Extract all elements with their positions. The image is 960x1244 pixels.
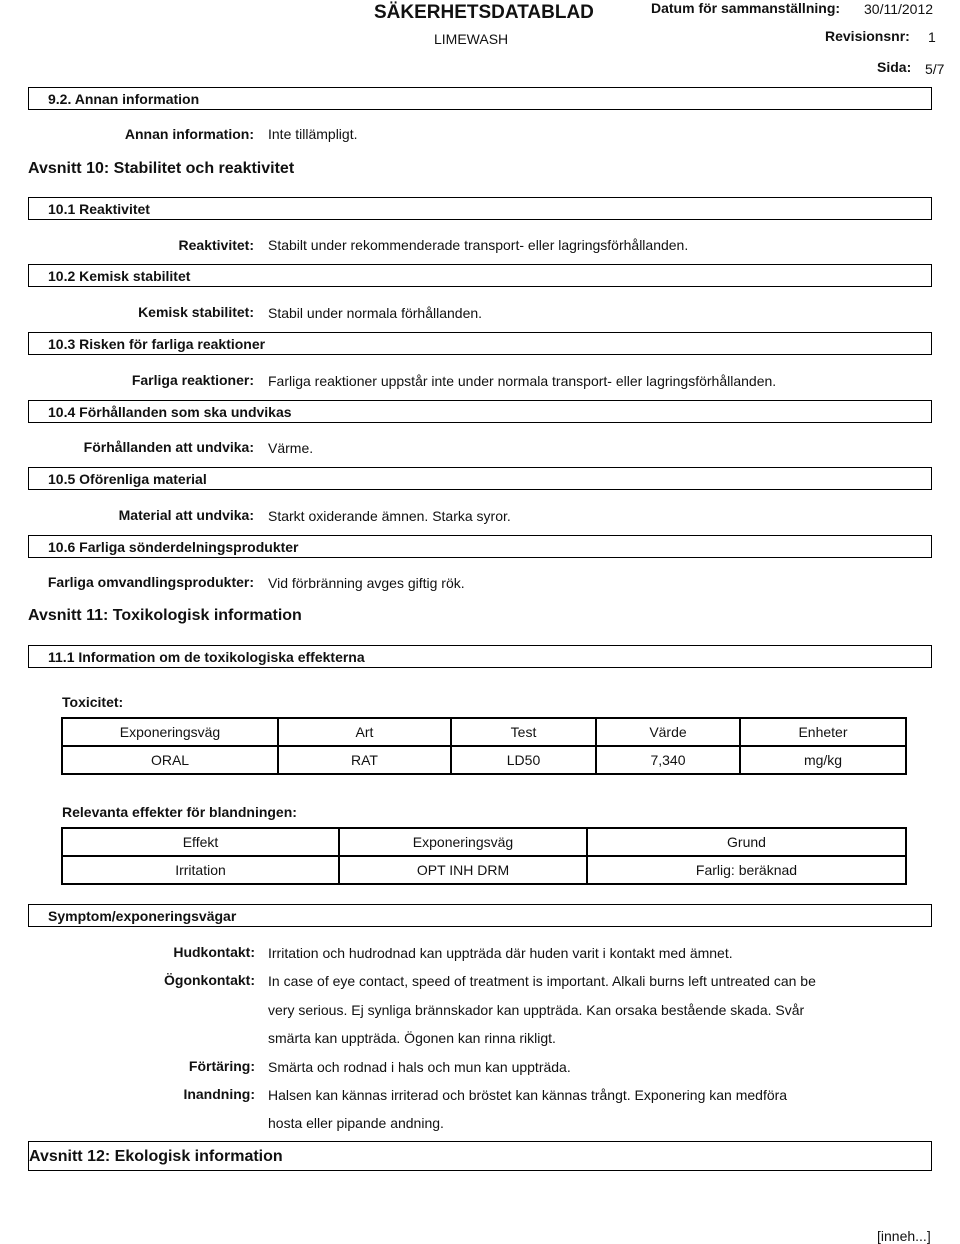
skin-contact-label: Hudkontakt: — [173, 944, 255, 960]
eye-contact-line-3: smärta kan uppträda. Ögonen kan rinna rikligt. — [268, 1030, 556, 1046]
header-cell: Exponeringsväg — [62, 718, 278, 746]
section-heading-10-3-text: 10.3 Risken för farliga reaktioner — [48, 336, 266, 352]
other-info-label: Annan information: — [124, 126, 254, 142]
date-value: 30/11/2012 — [864, 1, 934, 17]
section-11-title: Avsnitt 11: Toxikologisk information — [28, 607, 302, 624]
section-heading-10-5-text: 10.5 Oförenliga material — [48, 471, 207, 487]
table-row — [62, 746, 906, 774]
inhalation-line-1: Halsen kan kännas irriterad och bröstet kan kännas trångt. Exponering kan medföra — [268, 1087, 788, 1103]
inhalation-line-2: hosta eller pipande andning. — [268, 1115, 444, 1131]
materials-avoid-value: Starkt oxiderande ämnen. Starka syror. — [268, 508, 511, 524]
header-cell: Enheter — [740, 718, 906, 746]
skin-contact-value: Irritation och hudrodnad kan uppträda där huden varit i kontakt med ämnet. — [268, 945, 733, 961]
product-name: LIMEWASH — [434, 31, 509, 47]
header-cell: Exponeringsväg — [339, 828, 587, 856]
section-heading-10-4-text: 10.4 Förhållanden som ska undvikas — [48, 404, 292, 420]
table-row — [62, 856, 906, 884]
table-cell: 7,340 — [596, 746, 740, 774]
section-12-box — [28, 1141, 932, 1171]
toxicity-label: Toxicitet: — [62, 694, 124, 710]
header-cell: Värde — [596, 718, 740, 746]
table-row — [62, 828, 906, 856]
chemical-stability-label: Kemisk stabilitet: — [138, 304, 254, 320]
eye-contact-line-1: In case of eye contact, speed of treatment is important. Alkali burns left untreated can be — [268, 973, 816, 989]
table-cell: ORAL — [62, 746, 278, 774]
table-cell: OPT INH DRM — [339, 856, 587, 884]
section-heading-10-1 — [28, 197, 932, 220]
section-heading-10-2-text: 10.2 Kemisk stabilitet — [48, 268, 191, 284]
section-10-title: Avsnitt 10: Stabilitet och reaktivitet — [28, 160, 295, 177]
header-cell: Effekt — [62, 828, 339, 856]
effects-label: Relevanta effekter för blandningen: — [62, 804, 297, 820]
table-cell: RAT — [278, 746, 451, 774]
section-heading-10-6 — [28, 535, 932, 558]
header-cell: Art — [278, 718, 451, 746]
toxicity-table — [61, 717, 907, 775]
revision-label: Revisionsnr: — [825, 28, 910, 44]
section-heading-10-5 — [28, 467, 932, 490]
ingestion-value: Smärta och rodnad i hals och mun kan uppträda. — [268, 1059, 571, 1075]
section-heading-10-6-text: 10.6 Farliga sönderdelningsprodukter — [48, 539, 299, 555]
section-heading-11-1 — [28, 645, 932, 668]
page-label: Sida: — [877, 59, 912, 75]
section-heading-9-2 — [28, 87, 932, 110]
decomposition-label: Farliga omvandlingsprodukter: — [47, 574, 254, 590]
conditions-avoid-label: Förhållanden att undvika: — [83, 439, 254, 455]
conditions-avoid-value: Värme. — [268, 440, 314, 456]
decomposition-value: Vid förbränning avges giftig rök. — [268, 575, 465, 591]
symptom-heading-text: Symptom/exponeringsvägar — [48, 908, 237, 924]
table-cell: LD50 — [451, 746, 596, 774]
document-title: SÄKERHETSDATABLAD — [374, 2, 594, 23]
reactivity-value: Stabilt under rekommenderade transport- eller lagringsförhållanden. — [268, 237, 689, 253]
effects-table — [61, 827, 907, 885]
symptom-heading — [28, 904, 932, 927]
other-info-value: Inte tillämpligt. — [268, 126, 358, 142]
section-heading-10-2 — [28, 264, 932, 287]
hazardous-reactions-label: Farliga reaktioner: — [131, 372, 254, 388]
hazardous-reactions-value: Farliga reaktioner uppstår inte under normala transport- eller lagringsförhållanden. — [268, 373, 777, 389]
date-label: Datum för sammanställning: — [651, 0, 841, 16]
table-cell: Farlig: beräknad — [587, 856, 906, 884]
header-cell: Grund — [587, 828, 906, 856]
section-12-title: Avsnitt 12: Ekologisk information — [29, 1148, 283, 1165]
header-cell: Test — [451, 718, 596, 746]
section-heading-11-1-text: 11.1 Information om de toxikologiska effekterna — [48, 649, 365, 665]
section-heading-10-3 — [28, 332, 932, 355]
continued-marker: [inneh...] — [877, 1228, 931, 1244]
section-heading-10-4 — [28, 400, 932, 423]
chemical-stability-value: Stabil under normala förhållanden. — [268, 305, 483, 321]
eye-contact-line-2: very serious. Ej synliga brännskador kan uppträda. Kan orsaka bestående skada. Svår — [268, 1002, 805, 1018]
materials-avoid-label: Material att undvika: — [118, 507, 254, 523]
table-cell: mg/kg — [740, 746, 906, 774]
eye-contact-label: Ögonkontakt: — [164, 972, 255, 988]
section-heading-9-2-text: 9.2. Annan information — [48, 91, 200, 107]
revision-value: 1 — [928, 29, 936, 45]
table-cell: Irritation — [62, 856, 339, 884]
table-row — [62, 718, 906, 746]
inhalation-label: Inandning: — [183, 1086, 255, 1102]
page-number: 5/7 — [925, 61, 945, 77]
reactivity-label: Reaktivitet: — [178, 237, 254, 253]
section-heading-10-1-text: 10.1 Reaktivitet — [48, 201, 150, 217]
ingestion-label: Förtäring: — [188, 1058, 255, 1074]
